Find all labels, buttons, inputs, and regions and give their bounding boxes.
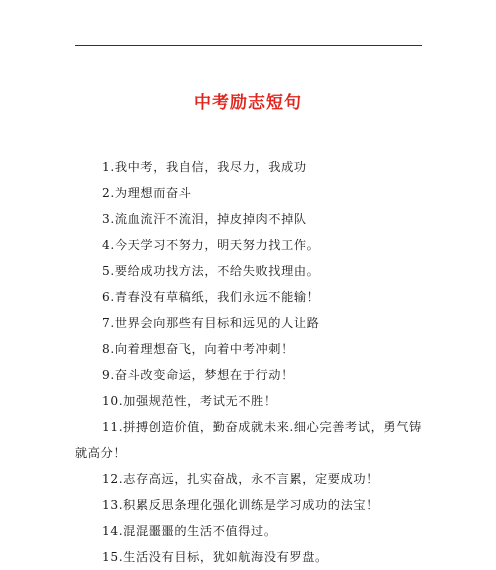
list-item: 6.青春没有草稿纸，我们永远不能输！ (102, 290, 320, 304)
list-item: 2.为理想而奋斗 (102, 186, 192, 200)
list-item: 9.奋斗改变命运，梦想在于行动！ (102, 368, 294, 382)
list-item: 12.志存高远，扎实奋战，永不言累，定要成功！ (102, 472, 379, 486)
list-item: 15.生活没有目标，犹如航海没有罗盘。 (102, 550, 328, 564)
list-item: 4.今天学习不努力，明天努力找工作。 (102, 238, 320, 252)
header-rule (75, 45, 422, 46)
list-item: 3.流血流汗不流泪，掉皮掉肉不掉队 (102, 212, 307, 226)
list-item: 7.世界会向那些有目标和远见的人让路 (102, 316, 320, 330)
page-title: 中考励志短句 (194, 93, 302, 113)
list-item: 13.积累反思条理化强化训练是学习成功的法宝！ (102, 498, 379, 512)
list-item: 5.要给成功找方法，不给失败找理由。 (102, 264, 320, 278)
list-item: 8.向着理想奋飞，向着中考冲刺！ (102, 342, 294, 356)
list-item: 11.拼搏创造价值，勤奋成就未来.细心完善考试，勇气铸就高分！ (75, 420, 422, 460)
list-item: 10.加强规范性，考试无不胜！ (102, 394, 277, 408)
list-item: 14.混混噩噩的生活不值得过。 (102, 524, 277, 538)
quote-list (75, 154, 423, 570)
list-item: 1.我中考，我自信，我尽力，我成功 (102, 160, 307, 174)
